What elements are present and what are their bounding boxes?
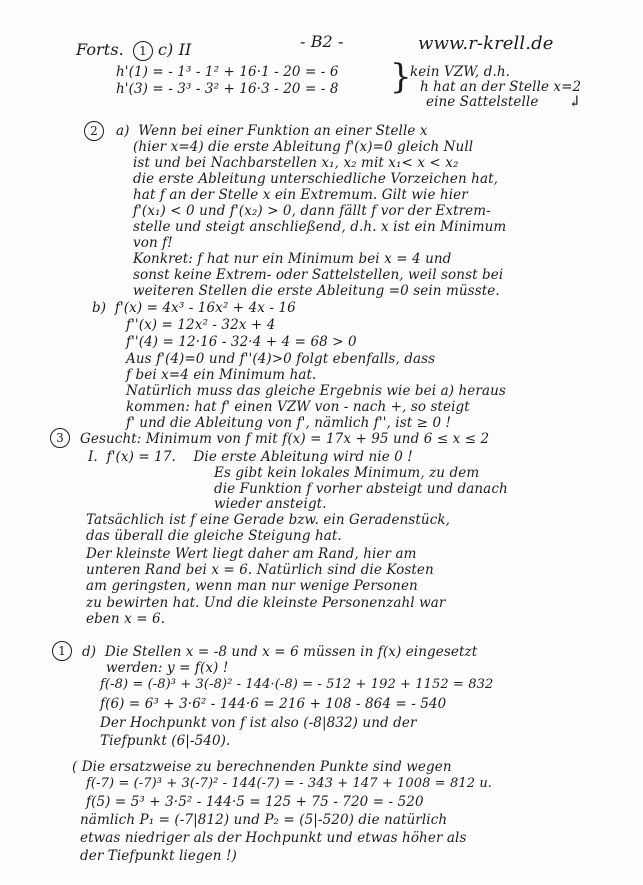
text-line: der Tiefpunkt liegen !) — [80, 848, 237, 864]
text-line: am geringsten, wenn man nur wenige Personen — [86, 578, 418, 594]
page-number: - B2 - — [300, 32, 344, 51]
curly-brace: } — [390, 57, 412, 97]
website-label: www.r-krell.de — [418, 33, 554, 54]
text-line: f'(x₁) < 0 und f'(x₂) > 0, dann fällt f vor der Extrem- — [133, 203, 491, 219]
text-line: werden: y = f(x) ! — [106, 660, 229, 676]
note-line: h hat an der Stelle x=2 — [420, 79, 582, 95]
fortsetzung-label: Forts. — [76, 40, 124, 59]
text-line: f' und die Ableitung von f', nämlich f'', ist ≥ 0 ! — [126, 415, 452, 431]
text-line: sonst keine Extrem- oder Sattelstellen, weil sonst bei — [133, 267, 504, 283]
text-line: Konkret: f hat nur ein Minimum bei x = 4 und — [133, 251, 452, 267]
circled-number: 3 — [50, 428, 70, 448]
text-line: f''(x) = 12x² - 32x + 4 — [126, 317, 276, 333]
text-line: zu bewirten hat. Und die kleinste Personenzahl war — [86, 595, 446, 611]
note-line: eine Sattelstelle — [426, 94, 539, 110]
text-line: f(5) = 5³ + 3·5² - 144·5 = 125 + 75 - 720 = - 520 — [86, 794, 424, 810]
text-line: Der kleinste Wert liegt daher am Rand, hier am — [86, 546, 417, 562]
text-line: f(-7) = (-7)³ + 3(-7)² - 144(-7) = - 343 + 147 + 1008 = 812 u. — [86, 776, 493, 791]
text-line: ( Die ersatzweise zu berechnenden Punkte sind wegen — [72, 759, 452, 775]
text-line: etwas niedriger als der Hochpunkt und etwas höher als — [80, 830, 467, 846]
text-line: weiteren Stellen die erste Ableitung =0 sein müsste. — [133, 283, 500, 299]
text-line: stelle und steigt anschließend, d.h. x ist ein Minimum — [133, 219, 507, 235]
text-line: wieder ansteigt. — [214, 496, 327, 512]
text-line: Es gibt kein lokales Minimum, zu dem — [214, 465, 480, 481]
text-line: eben x = 6. — [86, 611, 166, 627]
text-line: (hier x=4) die erste Ableitung f'(x)=0 gleich Null — [133, 139, 474, 155]
text-line: f(6) = 6³ + 3·6² - 144·6 = 216 + 108 - 864 = - 540 — [100, 696, 447, 712]
text-line: f(-8) = (-8)³ + 3(-8)² - 144·(-8) = - 512 + 192 + 1152 = 832 — [100, 677, 494, 692]
text-line: kommen: hat f' einen VZW von - nach +, so steigt — [126, 399, 470, 415]
text-line: Natürlich muss das gleiche Ergebnis wie bei a) heraus — [126, 383, 506, 399]
text-line: nämlich P₁ = (-7|812) und P₂ = (5|-520) die natürlich — [80, 812, 448, 828]
reference-part: c) II — [158, 40, 192, 59]
derivative-line: h'(1) = - 1³ - 1² + 16·1 - 20 = - 6 — [116, 64, 339, 80]
circled-number: 1 — [52, 641, 72, 661]
text-line: hat f an der Stelle x ein Extremum. Gilt wie hier — [133, 187, 468, 203]
text-line: d) Die Stellen x = -8 und x = 6 müssen in f(x) eingesetzt — [82, 644, 478, 660]
text-line: Aus f'(4)=0 und f''(4)>0 folgt ebenfalls, dass — [126, 351, 436, 367]
derivative-line: h'(3) = - 3³ - 3² + 16·3 - 20 = - 8 — [116, 81, 339, 97]
text-line: Gesucht: Minimum von f mit f(x) = 17x + 95 und 6 ≤ x ≤ 2 — [80, 431, 490, 447]
circled-number: 2 — [84, 121, 104, 141]
text-line: von f! — [133, 235, 173, 251]
text-line: das überall die gleiche Steigung hat. — [86, 528, 342, 544]
text-line: Tatsächlich ist f eine Gerade bzw. ein Geradenstück, — [86, 512, 451, 528]
text-line: a) Wenn bei einer Funktion an einer Stelle x — [116, 123, 428, 139]
text-line: f''(4) = 12·16 - 32·4 + 4 = 68 > 0 — [126, 334, 357, 350]
text-line: ist und bei Nachbarstellen x₁, x₂ mit x₁< x < x₂ — [133, 155, 459, 171]
text-line: b) f'(x) = 4x³ - 16x² + 4x - 16 — [92, 300, 296, 316]
text-line: unteren Rand bei x = 6. Natürlich sind die Kosten — [86, 562, 434, 578]
text-line: die erste Ableitung unterschiedliche Vorzeichen hat, — [133, 171, 499, 187]
circled-number: 1 — [133, 41, 153, 61]
text-line: I. f'(x) = 17. Die erste Ableitung wird nie 0 ! — [88, 449, 413, 465]
text-line: die Funktion f vorher absteigt und danach — [214, 481, 508, 497]
text-line: Der Hochpunkt von f ist also (-8|832) und der — [100, 715, 417, 731]
text-line: f bei x=4 ein Minimum hat. — [126, 367, 317, 383]
text-line: Tiefpunkt (6|-540). — [100, 733, 231, 749]
curved-arrow-icon: ↲ — [568, 92, 582, 111]
note-line: kein VZW, d.h. — [410, 64, 511, 80]
